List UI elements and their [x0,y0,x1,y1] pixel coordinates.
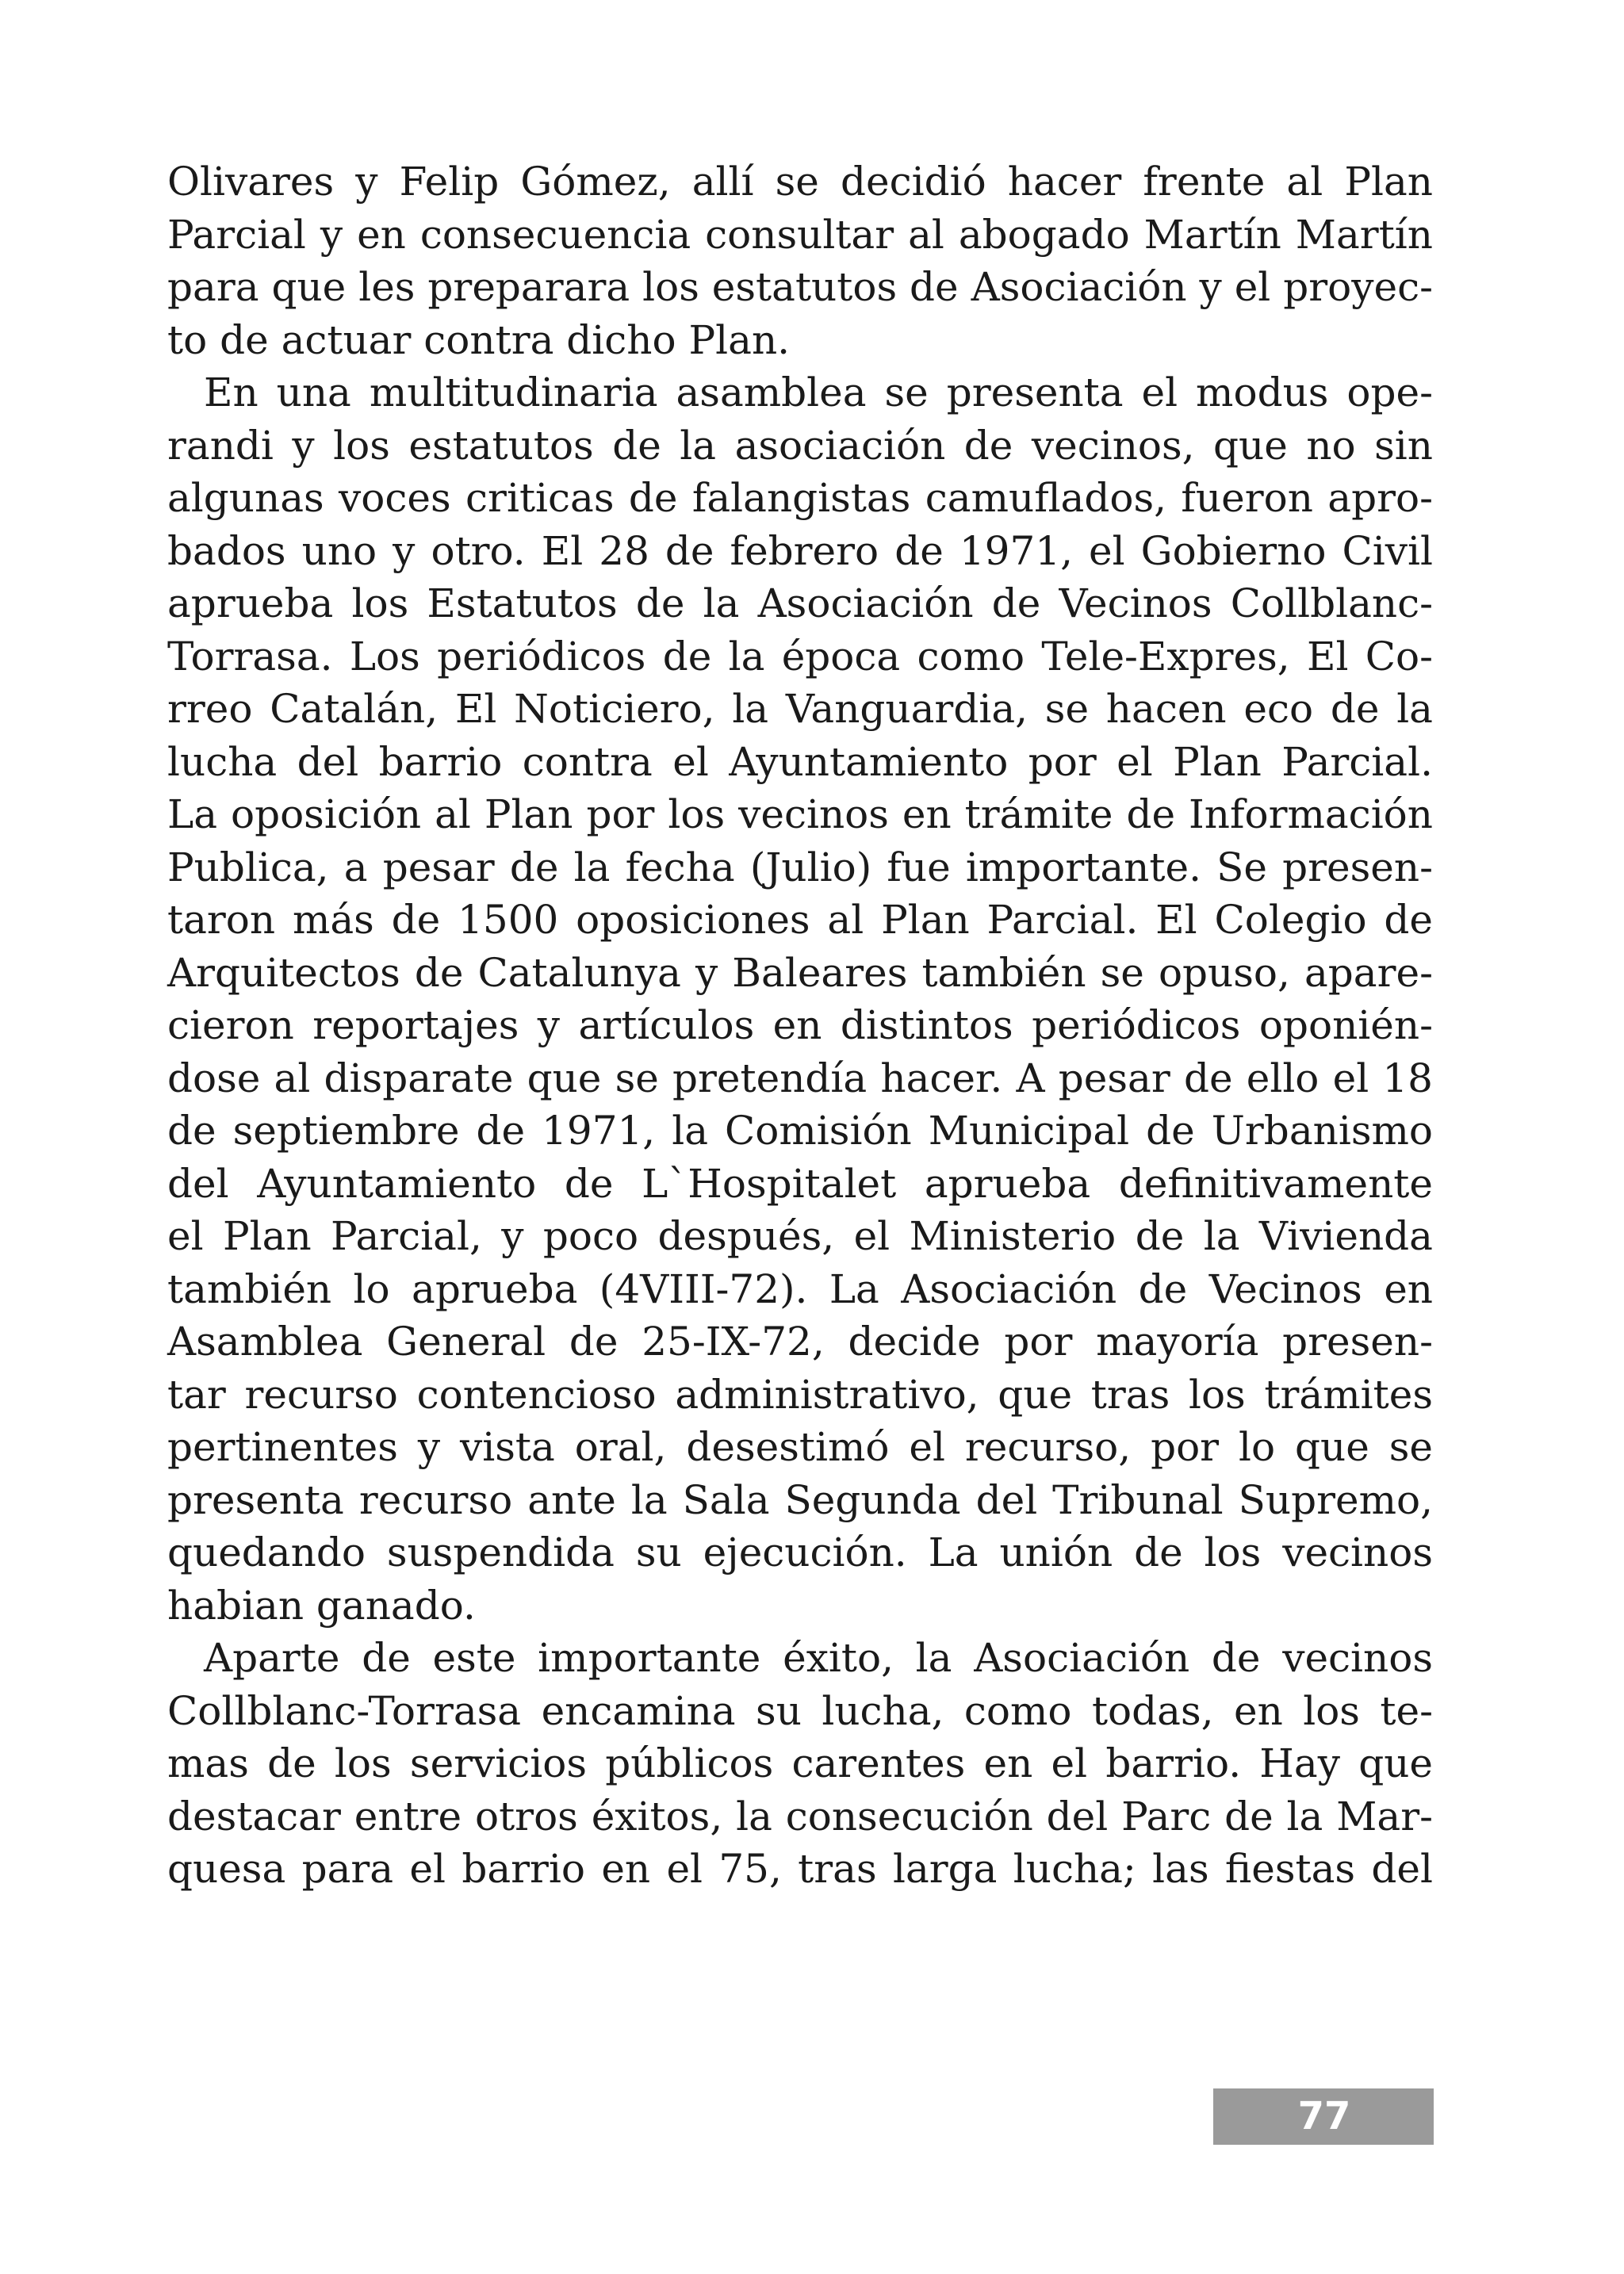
text-line: Asamblea General de 25-IX-72, decide por mayoría presen- [167,1319,1433,1365]
text-line: también lo aprueba (4VIII-72). La Asociación de Vecinos en [167,1265,1433,1312]
paragraph [167,1632,1433,1896]
text-line: Olivares y Felip Gómez, allí se decidió hacer frente al Plan [167,159,1433,205]
text-line: Arquitectos de Catalunya y Baleares también se opuso, apare- [167,949,1433,996]
paragraph [167,366,1433,1632]
text-line: algunas voces criticas de falangistas camuflados, fueron apro- [167,475,1433,521]
page-number: 77 [1297,2094,1351,2138]
text-line: quedando suspendida su ejecución. La unión de los vecinos [167,1529,1433,1575]
text-line: Torrasa. Los periódicos de la época como Tele-Expres, El Co- [167,633,1433,680]
text-line: bados uno y otro. El 28 de febrero de 1971, el Gobierno Civil [167,527,1433,574]
text-line: taron más de 1500 oposiciones al Plan Parcial. El Colegio de [167,897,1433,943]
text-line: Collblanc-Torrasa encamina su lucha, como todas, en los te- [167,1687,1433,1734]
text-line: dose al disparate que se pretendía hacer. A pesar de ello el 18 [167,1055,1433,1101]
text-line: de septiembre de 1971, la Comisión Municipal de Urbanismo [167,1108,1433,1154]
text-line: La oposición al Plan por los vecinos en trámite de Información [167,791,1433,837]
text-line: aprueba los Estatutos de la Asociación de Vecinos Collblanc- [167,580,1433,626]
text-line: quesa para el barrio en el 75, tras larga lucha; las fiestas del [167,1846,1433,1892]
text-line: destacar entre otros éxitos, la consecución del Parc de la Mar- [167,1793,1433,1839]
text-line: tar recurso contencioso administrativo, que tras los trámites [167,1371,1433,1418]
text-line: randi y los estatutos de la asociación de vecinos, que no sin [167,422,1433,469]
paragraph [167,155,1433,366]
text-line: habian ganado. [167,1582,476,1629]
text-line: para que les preparara los estatutos de Asociación y el proyec- [167,264,1433,310]
text-line: del Ayuntamiento de L`Hospitalet aprueba definitivamente [167,1160,1433,1207]
text-line: cieron reportajes y artículos en distintos periódicos oponién- [167,1002,1433,1048]
body-text [167,155,1433,1896]
text-line: presenta recurso ante la Sala Segunda del Tribunal Supremo, [167,1476,1433,1523]
text-line: pertinentes y vista oral, desestimó el recurso, por lo que se [167,1424,1433,1470]
text-line: rreo Catalán, El Noticiero, la Vanguardia, se hacen eco de la [167,686,1433,732]
text-line: Aparte de este importante éxito, la Asociación de vecinos [204,1635,1433,1681]
text-line: to de actuar contra dicho Plan. [167,316,791,363]
text-line: En una multitudinaria asamblea se presenta el modus ope- [204,369,1433,415]
text-line: Publica, a pesar de la fecha (Julio) fue importante. Se presen- [167,844,1433,890]
text-line: mas de los servicios públicos carentes en el barrio. Hay que [167,1740,1433,1786]
text-line: el Plan Parcial, y poco después, el Ministerio de la Vivienda [167,1213,1433,1259]
text-line: lucha del barrio contra el Ayuntamiento por el Plan Parcial. [167,738,1433,785]
text-line: Parcial y en consecuencia consultar al abogado Martín Martín [167,211,1433,258]
